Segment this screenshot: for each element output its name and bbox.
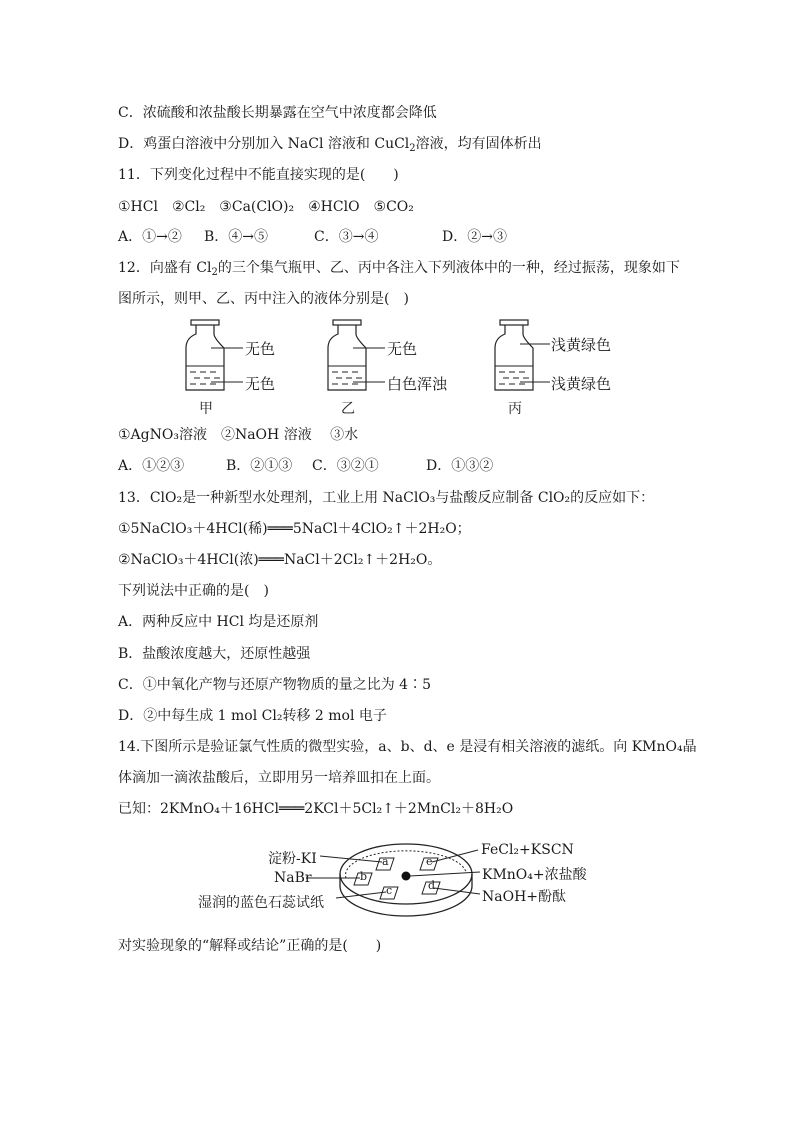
bottle-jia-name: 甲	[199, 401, 213, 417]
bottle-bing	[492, 318, 632, 418]
q11-option-d[interactable]: D．②→③	[442, 229, 507, 245]
question-11-options	[118, 228, 507, 246]
question-14-known: 已知：2KMnO₄＋16HCl═══2KCl＋5Cl₂↑＋2MnCl₂＋8H₂O	[118, 801, 514, 817]
q11-option-a[interactable]: A．①→②	[118, 229, 182, 245]
question-14-cont: 体滴加一滴浓盐酸后，立即用另一培养皿扣在上面。	[118, 770, 440, 786]
option-c-prev: C．浓硫酸和浓盐酸长期暴露在空气中浓度都会降低	[118, 105, 437, 121]
petri-dish-diagram	[196, 832, 606, 922]
question-14: 14.下图所示是验证氯气性质的微型实验，a、b、d、e 是浸有相关溶液的滤纸。向 KMnO₄晶	[118, 739, 697, 755]
bottle-jia-top-label: 无色	[245, 340, 276, 358]
bottle-jia-bottom-label: 无色	[245, 375, 276, 393]
question-13: 13．ClO₂是一种新型水处理剂，工业上用 NaClO₃与盐酸反应制备 ClO₂的反应如下：	[118, 490, 655, 506]
q12-option-c[interactable]: C．③②①	[312, 458, 379, 474]
q13-option-d[interactable]: D．②中每生成 1 mol Cl₂转移 2 mol 电子	[118, 708, 387, 724]
question-13-reaction-1: ①5NaClO₃＋4HCl(稀)═══5NaCl＋4ClO₂↑＋2H₂O；	[118, 521, 471, 537]
question-12-items: ①AgNO₃溶液 ②NaOH 溶液 ③水	[118, 427, 359, 443]
paper-a-label: a	[382, 855, 389, 868]
question-13-ask: 下列说法中正确的是( )	[118, 583, 269, 599]
question-12-cont: 图所示，则甲、乙、丙中注入的液体分别是( )	[118, 291, 409, 307]
bottle-bing-drawing	[492, 318, 552, 398]
label-blue-litmus: 湿润的蓝色石蕊试纸	[198, 895, 324, 911]
bottle-yi-drawing	[325, 318, 385, 398]
q12-option-d[interactable]: D．①③②	[426, 458, 494, 474]
question-12: 12．向盛有 $Cl_2$的三个集气瓶甲、乙、丙中各注入下列液体中的一种，经过振荡，现象如下	[118, 260, 680, 278]
label-nabr: NaBr	[274, 870, 312, 886]
label-fecl2-kscn: FeCl₂+KSCN	[481, 842, 574, 858]
question-11-items: ①HCl ②Cl₂ ③Ca(ClO)₂ ④HClO ⑤CO₂	[118, 199, 414, 215]
paper-e-label: e	[426, 855, 433, 868]
option-d-prev: D．鸡蛋白溶液中分别加入 NaCl 溶液和 CuCl$_2$溶液，均有固体析出	[118, 136, 542, 154]
q13-option-c[interactable]: C．①中氧化产物与还原产物物质的量之比为 4∶5	[118, 677, 431, 693]
label-starch-ki: 淀粉-KI	[268, 851, 317, 867]
question-13-reaction-2: ②NaClO₃＋4HCl(浓)═══NaCl＋2Cl₂↑＋2H₂O。	[118, 552, 442, 568]
q11-option-c[interactable]: C．③→④	[314, 229, 379, 245]
question-14-ask: 对实验现象的“解释或结论”正确的是( )	[118, 938, 382, 954]
paper-d-label: d	[428, 879, 436, 892]
bottle-jia	[183, 318, 313, 418]
q12-option-a[interactable]: A．①②③	[118, 458, 185, 474]
paper-b-label: b	[360, 870, 368, 883]
label-kmno4-hcl: KMnO₄+浓盐酸	[482, 867, 587, 883]
label-naoh-phenolphthalein: NaOH+酚酞	[482, 889, 567, 905]
bottle-yi-bottom-label: 白色浑浊	[387, 375, 448, 393]
bottle-bing-bottom-label: 浅黄绿色	[551, 375, 612, 393]
bottle-yi-name: 乙	[341, 401, 355, 417]
q13-option-a[interactable]: A．两种反应中 HCl 均是还原剂	[118, 614, 319, 630]
q12-option-b[interactable]: B．②①③	[226, 458, 293, 474]
q11-option-b[interactable]: B．④→⑤	[204, 229, 269, 245]
question-11: 11．下列变化过程中不能直接实现的是( )	[118, 167, 399, 183]
bottle-yi	[325, 318, 455, 418]
question-12-options	[118, 457, 493, 475]
q13-option-b[interactable]: B．盐酸浓度越大，还原性越强	[118, 646, 311, 662]
bottle-bing-top-label: 浅黄绿色	[551, 336, 612, 354]
bottle-yi-top-label: 无色	[387, 340, 418, 358]
bottle-bing-name: 丙	[508, 401, 522, 417]
bottle-jia-drawing	[183, 318, 243, 398]
paper-c-label: c	[386, 884, 393, 897]
